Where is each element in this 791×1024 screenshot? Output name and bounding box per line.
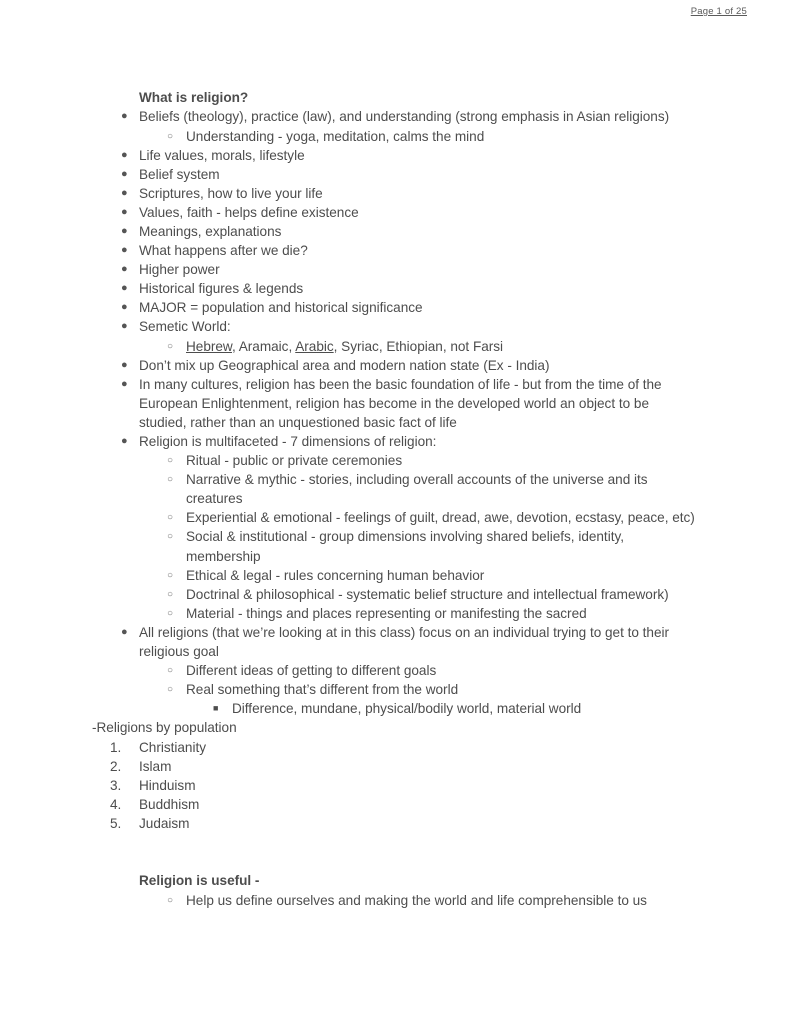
bullet-item-l2 [167,661,698,680]
bullet-circle-icon: ○ [167,531,174,543]
bullet-item-l1 [121,165,698,184]
section-heading: What is religion? [139,90,249,105]
bullet-item-text: Hebrew, Aramaic, Arabic, Syriac, Ethiopian, not Farsi [186,338,504,354]
bullet-item-text: Higher power [139,262,220,278]
list-item-label: Buddhism [139,796,200,812]
bullet-disc-icon: ● [121,167,128,180]
bullet-item-l2 [167,891,698,910]
bullet-item-l1 [121,260,698,279]
bullet-circle-icon: ○ [167,130,174,142]
document-body [0,88,791,910]
bullet-item-text: Ethical & legal - rules concerning human behavior [186,567,485,583]
bullet-item-l2 [167,337,698,356]
bullet-item-l2 [167,508,698,527]
bullet-item-text: Religion is multifaceted - 7 dimensions of religion: [139,434,437,449]
bullet-disc-icon: ● [121,263,128,276]
bullet-circle-icon: ○ [167,569,174,581]
list-number: 5. [110,815,122,831]
bullet-square-icon: ■ [213,703,219,714]
bullet-disc-icon: ● [121,358,128,371]
bullet-item-l1 [121,146,698,165]
bullet-disc-icon: ● [121,148,128,161]
bullet-item-text: Doctrinal & philosophical - systematic belief structure and intellectual framework) [186,586,669,602]
list-number: 2. [110,758,122,774]
bullet-item-text: Scriptures, how to live your life [139,185,323,201]
bullet-disc-icon: ● [121,224,128,237]
bullet-item-l1 [121,203,698,222]
bullet-circle-icon: ○ [167,607,174,619]
paragraph-line: -Religions by population [92,720,237,736]
bullet-item-text: Values, faith - helps define existence [139,204,359,220]
bullet-disc-icon: ● [121,301,128,314]
bullet-circle-icon: ○ [167,588,174,600]
bullet-item-text: Don’t mix up Geographical area and modern nation state (Ex - India) [139,357,550,373]
bullet-disc-icon: ● [121,625,128,638]
section-heading: Religion is useful - [139,873,260,889]
page-number-header: Page 1 of 25 [690,6,747,17]
bullet-item-l2 [167,451,698,470]
bullet-item-l1 [121,375,698,432]
bullet-item-l2 [167,470,698,508]
bullet-item-l3 [213,699,698,718]
bullet-item-l1 [121,107,698,126]
bullet-disc-icon: ● [121,320,128,333]
list-item-label: Christianity [139,739,206,755]
blank-line [0,852,791,871]
bullet-item-text: Help us define ourselves and making the world and life comprehensible to us [186,892,647,908]
bullet-item-text: Experiential & emotional - feelings of guilt, dread, awe, devotion, ecstasy, peace, etc) [186,510,695,526]
ordered-list-item [110,776,698,795]
bullet-item-text: Understanding - yoga, meditation, calms the mind [186,128,485,144]
bullet-item-text: Life values, morals, lifestyle [139,147,305,163]
list-number: 3. [110,777,122,793]
bullet-circle-icon: ○ [167,340,174,352]
bullet-circle-icon: ○ [167,512,174,524]
bullet-item-l2 [167,527,698,565]
bullet-circle-icon: ○ [167,455,174,467]
bullet-item-l2 [167,680,698,699]
bullet-item-text: Difference, mundane, physical/bodily world, material world [232,701,582,717]
list-number: 4. [110,796,122,812]
bullet-item-l1 [121,279,698,298]
bullet-item-text: Real something that’s different from the world [186,682,459,698]
bullet-item-l1 [121,298,698,317]
bullet-item-text: Narrative & mythic - stories, including overall accounts of the universe and its creatures [186,472,648,507]
bullet-circle-icon: ○ [167,684,174,696]
list-number: 1. [110,739,122,755]
bullet-item-l1 [121,432,698,451]
bullet-disc-icon: ● [121,435,128,447]
bullet-item-l1 [121,317,698,336]
bullet-disc-icon: ● [121,186,128,199]
bullet-disc-icon: ● [121,377,128,390]
bullet-circle-icon: ○ [167,474,174,486]
bullet-item-l1 [121,241,698,260]
bullet-item-l2 [167,127,698,146]
ordered-list-item [110,795,698,814]
bullet-item-text: What happens after we die? [139,243,308,259]
bullet-item-text: MAJOR = population and historical significance [139,300,423,316]
bullet-circle-icon: ○ [167,665,174,677]
bullet-item-text: Belief system [139,166,220,182]
bullet-item-l2 [167,566,698,585]
bullet-item-text: Beliefs (theology), practice (law), and understanding (strong emphasis in Asian religions) [139,109,670,125]
bullet-circle-icon: ○ [167,894,174,906]
bullet-item-text: Ritual - public or private ceremonies [186,453,403,469]
bullet-item-text: In many cultures, religion has been the basic foundation of life - but from the time of the European Enlightenment, religion has become in the developed world an object to be studied, rather than an unquestioned basic fact of life [139,376,662,430]
ordered-list-item [110,757,698,776]
bullet-item-l1 [121,623,698,661]
bullet-disc-icon: ● [121,110,128,123]
bullet-item-text: All religions (that we’re looking at in this class) focus on an individual trying to get to their religious goal [139,624,669,660]
bullet-disc-icon: ● [121,282,128,295]
list-item-label: Islam [139,758,172,774]
bullet-item-text: Different ideas of getting to different goals [186,663,437,679]
bullet-item-l2 [167,604,698,623]
blank-line [0,833,791,852]
bullet-item-l1 [121,184,698,203]
bullet-disc-icon: ● [121,244,128,257]
bullet-disc-icon: ● [121,205,128,218]
bullet-item-text: Semetic World: [139,319,231,335]
list-item-label: Hinduism [139,777,196,793]
bullet-item-text: Social & institutional - group dimensions involving shared beliefs, identity, membership [186,529,624,564]
bullet-item-text: Historical figures & legends [139,281,304,297]
ordered-list-item [110,738,698,757]
bullet-item-text: Meanings, explanations [139,223,282,239]
bullet-item-l1 [121,222,698,241]
bullet-item-text: Material - things and places representing or manifesting the sacred [186,605,587,621]
bullet-item-l2 [167,585,698,604]
ordered-list-item [110,814,698,833]
list-item-label: Judaism [139,815,190,831]
bullet-item-l1 [121,356,698,375]
